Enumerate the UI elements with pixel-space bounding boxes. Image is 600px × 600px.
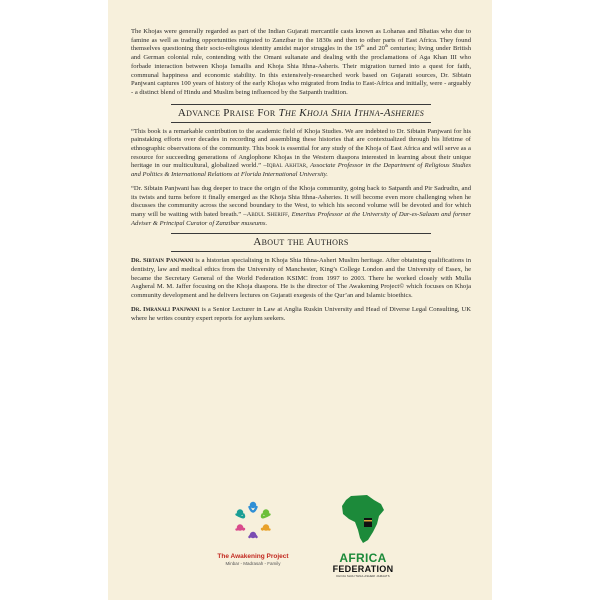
africa-federation-logo [323, 492, 403, 578]
author-bios [131, 257, 471, 323]
author-bio-text: is a Senior Lecturer in Law at Anglia Ruskin University and Head of Diverse Legal Consulting, UK where he writes country expert reports for asylum seekers. [131, 305, 471, 322]
author-bio [131, 257, 471, 301]
divider [171, 251, 431, 252]
quote-attribution: –Abdul Sheriff, [243, 210, 290, 218]
quote-text: “Dr. Sibtain Panjwani has dug deeper to trace the origin of the Khoja community, going back to Satpanth and Pir Sadrudin, and its twists and turns before it finally emerged as the Khoja Shia Ithna-Asheries. It will become even more challenging when he discusses the community across the second boundary to the West, to which his second volume will be devoted and for which many will be waiting with bated breath.” [131, 184, 471, 218]
divider [171, 104, 431, 105]
africa-map-icon [337, 492, 389, 546]
awakening-title: The Awakening Project [217, 553, 289, 560]
author-name: Dr. Imranali Panjwani [131, 305, 200, 313]
quote-affiliation: Emeritus Professor at the University of Dar-es-Salaam and former Adviser & Principal Curator of Zanzibar museums. [131, 210, 471, 227]
author-bio [131, 306, 471, 323]
awakening-tagline: Minbar - Madrasah - Family [225, 561, 281, 566]
praise-heading-title: The Khoja Shia Ithna-Asheries [278, 106, 425, 119]
authors-heading: About the Authors [253, 236, 349, 249]
cover-text [131, 28, 471, 328]
praise-heading [131, 106, 471, 121]
praise-quotes [131, 128, 471, 229]
people-circle-icon [223, 494, 283, 546]
praise-quote [131, 128, 471, 180]
awakening-project-logo [198, 494, 308, 574]
author-bio-text: is a historian specialising in Khoja Shia Ithna-Asheri Muslim heritage. After obtaining qualifications in dentistry, law and medical ethics from the University of Manchester, King’s College London and the University of Essex, he became the Secretary General of the World Federation KSIMC from 1997 to 2003. There he worked closely with Mulla Asgheral M. M. Jaffer focusing on the Khoja diaspora. He is the director of The Awakening Project© which focuses on Khoja community development and he delivers lectures on Gujarati exegesis of the Qur’an and Islamic bioethics. [131, 257, 472, 300]
africa-word: AFRICA [339, 551, 387, 565]
person-body [262, 529, 270, 530]
quote-text: “This book is a remarkable contribution to the academic field of Khoja Studies. We are indebted to Dr. Sibtain Panjwani for his painstaking efforts over decades in recording and assembling these histories that are contextualized through his lifetime of ethnographic observations of the community. This book is essential for any study of the Khoja of East Africa and will serve as a resource for succeeding generations of Anglophone Khojas in the Western diaspora interested in learning about their unique heritage in our multicultural, globalized world.” [131, 127, 471, 170]
quote-attribution: –Iqbal Akhtar, [263, 162, 308, 170]
intro-paragraph: The Khojas were generally regarded as part of the Indian Gujarati mercantile casts known as Lohanas and Bhatias who due to famine as well as trading opportunities migrated to Zanzibar in the 1830s and then to other parts of East Africa. They found themselves questioning their socio-religious identity amidst major struggles in the 19th and 20th centuries; living under British and German colonial rule, contending with the Omani sultanate and dealing with the proclamations of Aga Khan III who forbade interaction between Khoja Ismailis and Khoja Shia Ithna-Asheris. Their migration turned into a quest for faith, communal happiness and economic stability. In this extensively-researched work based on Gujarati sources, Dr. Sibtain Panjwani captures 100 years of history of the early Khojas who migrated from India to East-Africa and initially, were - arguably - a distinct blend of Hindu and Muslim being influenced by the Satpanth tradition. [131, 28, 471, 96]
praise-quote [131, 185, 471, 229]
divider [171, 122, 431, 123]
author-name: Dr. Sibtain Panjwani [131, 257, 194, 265]
quote-affiliation: Associate Professor in the Department of Religious Studies and Politics & International Relations at Florida International University. [131, 162, 471, 179]
federation-tagline: KHOJA SHIA ITHNA-ASHERI JAMAATS [336, 574, 390, 578]
praise-heading-prefix: Advance Praise For [177, 106, 276, 119]
person-body [237, 529, 245, 530]
federation-word: FEDERATION [332, 564, 394, 574]
divider [171, 233, 431, 234]
publisher-logos [108, 490, 492, 600]
